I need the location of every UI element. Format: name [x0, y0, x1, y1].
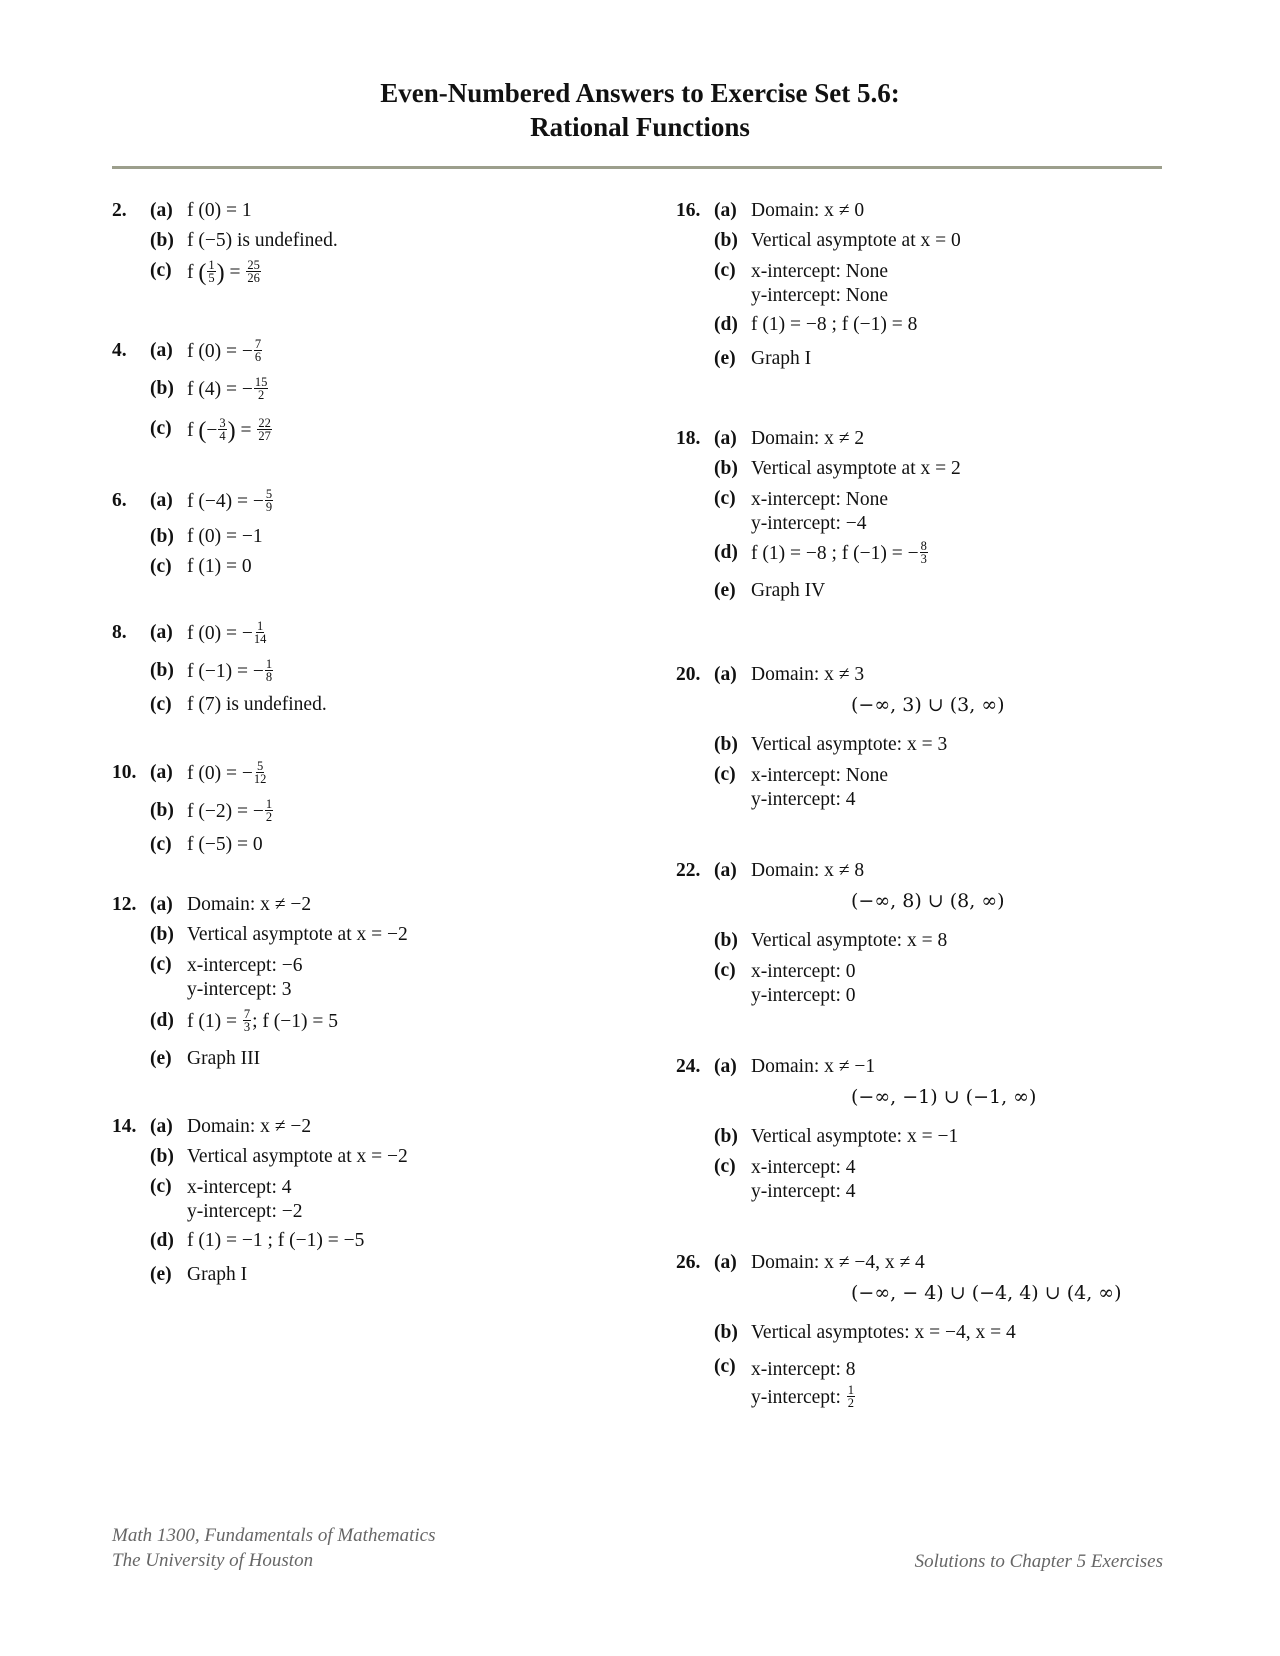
- exercise-number: 20.: [676, 664, 701, 685]
- part-label: (c): [150, 556, 172, 577]
- part-label: (a): [150, 1116, 173, 1137]
- intercepts: [751, 1356, 856, 1412]
- domain-interval: (−∞, − 4) ∪ (−4, 4) ∪ (4, ∞): [851, 1282, 1122, 1304]
- answer-text: Domain: x ≠ −2: [187, 1116, 312, 1137]
- domain-interval: (−∞, −1) ∪ (−1, ∞): [851, 1086, 1037, 1108]
- part-label: (a): [150, 762, 173, 783]
- y-intercept: y-intercept: 4: [751, 1181, 856, 1202]
- part-label: (a): [150, 894, 173, 915]
- x-intercept: x-intercept: None: [751, 261, 888, 282]
- x-intercept: x-intercept: None: [751, 765, 888, 786]
- part-label: (b): [150, 230, 174, 251]
- part-label: (b): [714, 458, 738, 479]
- answer-text: f (0) = 1: [187, 200, 252, 221]
- x-intercept: x-intercept: 4: [751, 1157, 856, 1178]
- answer-text: Domain: x ≠ 2: [751, 428, 865, 449]
- answer-text: f (1) = −8 ; f (−1) = 8: [751, 314, 918, 335]
- title-line-1: Even-Numbered Answers to Exercise Set 5.6:: [380, 78, 900, 108]
- exercise-number: 6.: [112, 490, 127, 511]
- answer-expression: f (− $\frac{3}{4}$ ) = $\frac{22}{27}$: [187, 416, 271, 444]
- part-label: (d): [714, 542, 738, 563]
- part-label: (e): [714, 580, 736, 601]
- answer-text: f (1) = 0: [187, 556, 252, 577]
- exercise-number: 14.: [112, 1116, 137, 1137]
- answer-expression: f (−1) = − $\frac{1}{8}$: [187, 657, 273, 684]
- x-intercept: x-intercept: None: [751, 489, 888, 510]
- part-label: (b): [150, 800, 174, 821]
- answer-expression: f (0) = − $\frac{1}{14}$: [187, 619, 267, 646]
- y-intercept: y-intercept: 3: [187, 979, 292, 1000]
- part-label: (c): [150, 694, 172, 715]
- exercise-number: 4.: [112, 340, 127, 361]
- part-label: (d): [150, 1010, 174, 1031]
- answer-text: Vertical asymptote at x = 2: [751, 458, 961, 479]
- part-label: (e): [150, 1048, 172, 1069]
- answer-expression: f (0) = − $\frac{5}{12}$: [187, 759, 267, 786]
- part-label: (c): [150, 954, 172, 975]
- part-label: (a): [150, 490, 173, 511]
- part-label: (b): [150, 1146, 174, 1167]
- answer-expression: f (−2) = − $\frac{1}{2}$: [187, 797, 273, 824]
- part-label: (b): [150, 924, 174, 945]
- y-intercept: y-intercept: −4: [751, 513, 867, 534]
- part-label: (a): [714, 428, 737, 449]
- part-label: (c): [714, 960, 736, 981]
- part-label: (a): [714, 200, 737, 221]
- y-intercept: y-intercept: 4: [751, 789, 856, 810]
- answer-text: Vertical asymptote: x = 8: [751, 930, 948, 951]
- intercepts: [751, 260, 888, 308]
- part-label: (c): [150, 1176, 172, 1197]
- footer-university: The University of Houston: [112, 1550, 314, 1571]
- y-intercept: y-intercept: None: [751, 285, 888, 306]
- answer-text: Domain: x ≠ 3: [751, 664, 865, 685]
- answer-text: f (1) = −1 ; f (−1) = −5: [187, 1230, 365, 1251]
- part-label: (c): [150, 418, 172, 439]
- answer-text: f (0) = −1: [187, 526, 263, 547]
- intercepts: [751, 488, 888, 536]
- answer-text: f (−5) is undefined.: [187, 230, 338, 251]
- answer-text: Vertical asymptote: x = −1: [751, 1126, 959, 1147]
- footer-course-title: Math 1300, Fundamentals of Mathematics: [112, 1525, 436, 1546]
- x-intercept: x-intercept: 4: [187, 1177, 292, 1198]
- part-label: (b): [150, 526, 174, 547]
- part-label: (b): [714, 734, 738, 755]
- answer-text: Vertical asymptote at x = 0: [751, 230, 961, 251]
- intercepts: [187, 1176, 303, 1224]
- part-label: (c): [714, 764, 736, 785]
- part-label: (a): [714, 1252, 737, 1273]
- part-label: (b): [150, 660, 174, 681]
- exercise-number: 2.: [112, 200, 127, 221]
- answer-text: Graph III: [187, 1048, 261, 1069]
- part-label: (b): [714, 1126, 738, 1147]
- y-intercept: y-intercept: $\frac{1}{2}$: [751, 1383, 854, 1411]
- intercepts: [751, 764, 888, 812]
- answer-text: Graph I: [751, 348, 812, 369]
- answer-text: f (−5) = 0: [187, 834, 263, 855]
- exercise-number: 16.: [676, 200, 701, 221]
- part-label: (a): [714, 1056, 737, 1077]
- part-label: (c): [150, 260, 172, 281]
- answer-text: f (7) is undefined.: [187, 694, 327, 715]
- answer-text: Domain: x ≠ −1: [751, 1056, 876, 1077]
- part-label: (a): [714, 664, 737, 685]
- title-line-2: Rational Functions: [530, 112, 750, 142]
- answer-text: Graph I: [187, 1264, 248, 1285]
- exercise-number: 18.: [676, 428, 701, 449]
- part-label: (b): [714, 1322, 738, 1343]
- answer-text: Graph IV: [751, 580, 826, 601]
- part-label: (c): [714, 488, 736, 509]
- exercise-number: 8.: [112, 622, 127, 643]
- answer-expression: f (1) = −8 ; f (−1) = − $\frac{8}{3}$: [751, 539, 927, 566]
- answer-text: Domain: x ≠ −4, x ≠ 4: [751, 1252, 925, 1273]
- answer-expression: f (4) = − $\frac{15}{2}$: [187, 375, 268, 402]
- domain-interval: (−∞, 3) ∪ (3, ∞): [851, 694, 1005, 716]
- x-intercept: x-intercept: 0: [751, 961, 856, 982]
- exercise-number: 22.: [676, 860, 701, 881]
- part-label: (a): [714, 860, 737, 881]
- intercepts: [751, 1156, 856, 1204]
- part-label: (d): [714, 314, 738, 335]
- footer-chapter: Solutions to Chapter 5 Exercises: [914, 1551, 1163, 1572]
- answer-text: Domain: x ≠ 0: [751, 200, 865, 221]
- part-label: (c): [714, 260, 736, 281]
- exercise-number: 26.: [676, 1252, 701, 1273]
- part-label: (c): [150, 834, 172, 855]
- part-label: (b): [150, 378, 174, 399]
- part-label: (c): [714, 1156, 736, 1177]
- answer-text: Domain: x ≠ −2: [187, 894, 312, 915]
- part-label: (b): [714, 230, 738, 251]
- part-label: (c): [714, 1356, 736, 1377]
- answer-expression: f (−4) = − $\frac{5}{9}$: [187, 487, 273, 514]
- title-divider: [112, 166, 1162, 169]
- part-label: (e): [714, 348, 736, 369]
- answer-expression: f (0) = − $\frac{7}{6}$: [187, 337, 262, 364]
- domain-interval: (−∞, 8) ∪ (8, ∞): [851, 890, 1005, 912]
- answer-expression: f ( $\frac{1}{5}$ ) = $\frac{25}{26}$: [187, 258, 260, 286]
- exercise-number: 10.: [112, 762, 137, 783]
- part-label: (a): [150, 340, 173, 361]
- part-label: (b): [714, 930, 738, 951]
- exercise-number: 24.: [676, 1056, 701, 1077]
- part-label: (a): [150, 200, 173, 221]
- answer-text: Vertical asymptote at x = −2: [187, 1146, 408, 1167]
- answer-text: Vertical asymptote: x = 3: [751, 734, 948, 755]
- part-label: (a): [150, 622, 173, 643]
- answer-text: Vertical asymptote at x = −2: [187, 924, 408, 945]
- x-intercept: x-intercept: 8: [751, 1359, 856, 1380]
- part-label: (d): [150, 1230, 174, 1251]
- x-intercept: x-intercept: −6: [187, 955, 303, 976]
- exercise-number: 12.: [112, 894, 137, 915]
- y-intercept: y-intercept: −2: [187, 1201, 303, 1222]
- y-intercept: y-intercept: 0: [751, 985, 856, 1006]
- footer-course: [112, 1523, 436, 1573]
- answer-text: Vertical asymptotes: x = −4, x = 4: [751, 1322, 1016, 1343]
- intercepts: [751, 960, 856, 1008]
- answer-expression: f (1) = $\frac{7}{3}$ ; f (−1) = 5: [187, 1007, 339, 1034]
- intercepts: [187, 954, 303, 1002]
- answer-text: Domain: x ≠ 8: [751, 860, 865, 881]
- part-label: (e): [150, 1264, 172, 1285]
